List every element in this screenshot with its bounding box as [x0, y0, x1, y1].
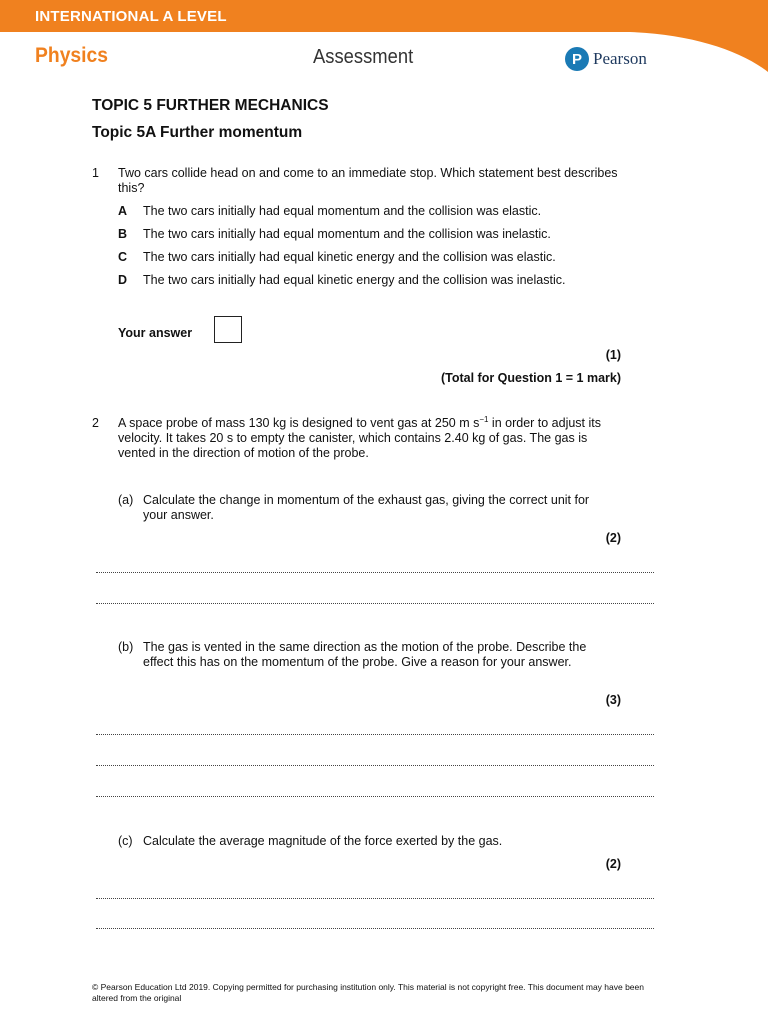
question-2-number: 2	[92, 416, 99, 430]
question-1-total: (Total for Question 1 = 1 mark)	[440, 371, 621, 385]
subject-title: Physics	[35, 44, 109, 67]
question-1-number: 1	[92, 166, 99, 180]
question-2-superscript: −1	[479, 414, 489, 424]
option-a-text: The two cars initially had equal momentum and the collision was elastic.	[143, 204, 542, 218]
banner-label: INTERNATIONAL A LEVEL	[35, 8, 227, 25]
question-2-text-b: in order to adjust its velocity. It takes 20 s to empty the canister, which contains 2.40 kg of gas. The gas is vented in the direction of motion of the probe.	[118, 416, 602, 460]
option-d-text: The two cars initially had equal kinetic energy and the collision was inelastic.	[143, 273, 566, 287]
pearson-logo-icon: P	[565, 47, 589, 71]
answer-line[interactable]	[96, 603, 654, 604]
assessment-title: Assessment	[313, 46, 414, 68]
answer-line[interactable]	[96, 734, 654, 735]
answer-line[interactable]	[96, 928, 654, 929]
option-a-letter: A	[118, 204, 128, 218]
option-b-text: The two cars initially had equal momentum and the collision was inelastic.	[143, 227, 551, 241]
topic-subtitle: Topic 5A Further momentum	[92, 124, 303, 141]
question-1-text: Two cars collide head on and come to an immediate stop. Which statement best describes this?	[118, 166, 618, 195]
part-a-text: Calculate the change in momentum of the exhaust gas, giving the correct unit for your answer.	[143, 493, 590, 522]
pearson-logo-text: Pearson	[593, 49, 647, 68]
part-c-text: Calculate the average magnitude of the force exerted by the gas.	[143, 834, 503, 848]
question-2-text	[118, 416, 618, 461]
part-c-marks: (2)	[605, 857, 621, 871]
option-c-text: The two cars initially had equal kinetic energy and the collision was elastic.	[143, 250, 556, 264]
answer-box[interactable]	[214, 316, 242, 343]
part-a-marks: (2)	[605, 531, 621, 545]
option-d-letter: D	[118, 273, 128, 287]
answer-line[interactable]	[96, 796, 654, 797]
part-b-text: The gas is vented in the same direction as the motion of the probe. Describe the effect this has on the momentum of the probe. Give a reason for your answer.	[143, 640, 587, 669]
option-b-letter: B	[118, 227, 128, 241]
answer-line[interactable]	[96, 765, 654, 766]
answer-line[interactable]	[96, 572, 654, 573]
topic-title: TOPIC 5 FURTHER MECHANICS	[92, 97, 329, 114]
option-c-letter: C	[118, 250, 128, 264]
copyright-footer: © Pearson Education Ltd 2019. Copying permitted for purchasing institution only. This material is not copyright free. This document may have been altered from the original	[92, 982, 644, 1003]
your-answer-label: Your answer	[118, 326, 193, 340]
part-b-label: (b)	[118, 640, 134, 654]
question-1-marks: (1)	[605, 348, 621, 362]
part-c-label: (c)	[118, 834, 133, 848]
part-b-marks: (3)	[605, 693, 621, 707]
part-a-label: (a)	[118, 493, 134, 507]
question-2-text-a: A space probe of mass 130 kg is designed to vent gas at 250 m s	[118, 416, 480, 430]
pearson-logo	[565, 47, 647, 71]
answer-line[interactable]	[96, 898, 654, 899]
